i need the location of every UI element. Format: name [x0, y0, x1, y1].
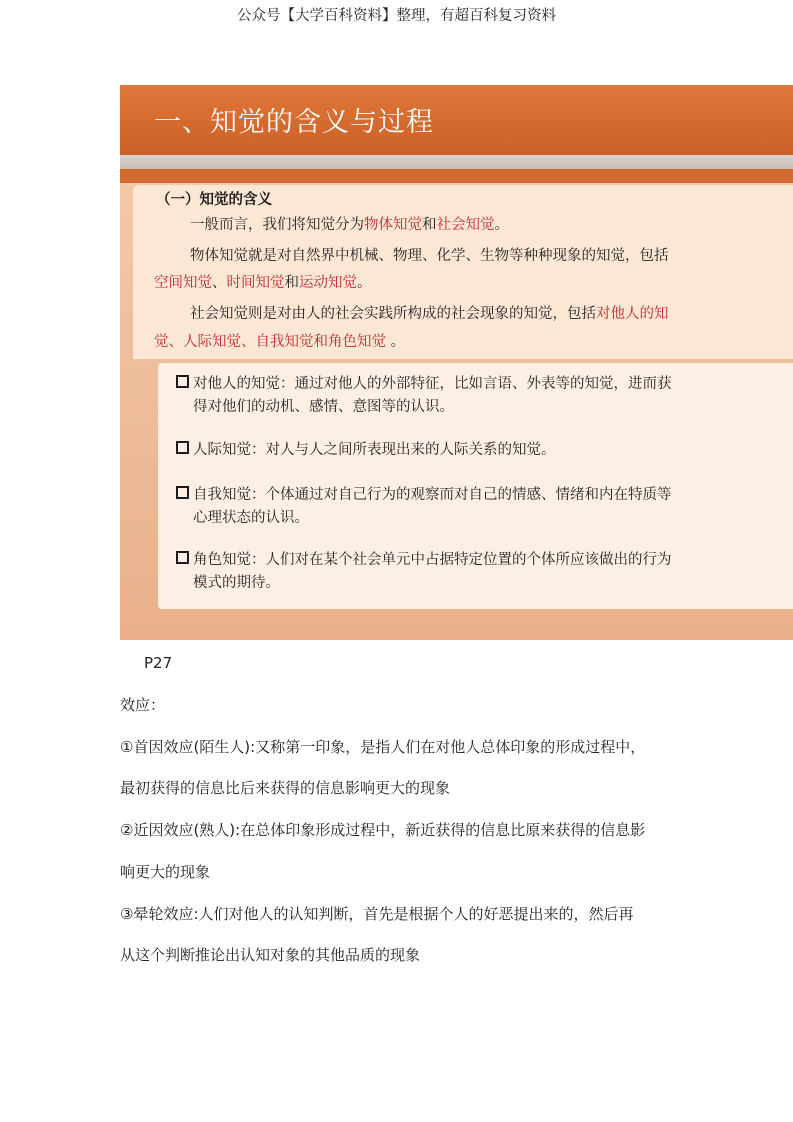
list-item-text: 对他人的知觉：通过对他人的外部特征，比如言语、外表等的知觉，进而获: [193, 376, 672, 392]
intro-text: 和: [422, 217, 437, 233]
intro-highlight: 运动知觉: [299, 275, 357, 291]
section-heading: （一）知觉的含义: [156, 192, 272, 208]
list-item: [176, 373, 672, 419]
list-item-text: 角色知觉：人们对在某个社会单元中占据特定位置的个体所应该做出的行为: [193, 552, 672, 568]
body-paragraph-line: ②近因效应(熟人):在总体印象形成过程中，新近获得的信息比原来获得的信息影: [120, 821, 646, 839]
body-paragraph-line: ③晕轮效应:人们对他人的认知判断，首先是根据个人的好恶提出来的，然后再: [120, 905, 634, 923]
intro-text: 和: [284, 275, 299, 291]
list-item: [176, 549, 672, 595]
intro-text: 。: [386, 334, 406, 350]
intro-highlight: 社会知觉: [436, 217, 495, 233]
checkbox-icon: [176, 375, 189, 388]
slide-title-bar: [120, 85, 793, 155]
list-item-text: 人际知觉：对人与人之间所表现出来的人际关系的知觉。: [193, 442, 556, 458]
list-item-text: 心理状态的认识。: [193, 510, 309, 526]
document-header: 公众号【大学百科资料】整理，有超百科复习资料: [237, 8, 556, 24]
list-item: [176, 484, 672, 530]
list-item-text: 得对他们的动机、感情、意图等的认识。: [193, 399, 454, 415]
body-paragraph-line: 响更大的现象: [120, 863, 211, 881]
checkbox-icon: [176, 486, 189, 499]
slide-orange-stripe: [120, 169, 793, 183]
checkbox-icon: [176, 551, 189, 564]
definition-list: [158, 363, 793, 609]
intro-text: 。: [357, 275, 372, 291]
body-paragraph-line: 效应：: [120, 696, 166, 714]
intro-line-1: [190, 214, 509, 236]
checkbox-icon: [176, 441, 189, 454]
intro-highlight: 觉、人际知觉、自我知觉和角色知觉: [154, 334, 386, 350]
intro-text: 一般而言，我们将知觉分为: [190, 217, 364, 233]
intro-line-5: [154, 331, 405, 353]
intro-line-3: [154, 272, 372, 294]
intro-highlight: 对他人的知: [596, 306, 669, 322]
list-item-text: 自我知觉：个体通过对自己行为的观察而对自己的情感、情绪和内在特质等: [193, 487, 672, 503]
intro-text: 、: [212, 275, 227, 291]
body-paragraph-line: ①首因效应(陌生人):又称第一印象，是指人们在对他人总体印象的形成过程中，: [120, 738, 646, 756]
list-item-text: 模式的期待。: [193, 575, 280, 591]
list-item: [176, 439, 556, 462]
intro-highlight: 空间知觉: [154, 275, 212, 291]
intro-text: 社会知觉则是对由人的社会实践所构成的社会现象的知觉，包括: [190, 306, 596, 322]
body-paragraph-line: 最初获得的信息比后来获得的信息影响更大的现象: [120, 779, 451, 797]
slide-title: 一、知觉的含义与过程: [154, 107, 434, 138]
page-reference: P27: [144, 654, 173, 672]
body-paragraph-line: 从这个判断推论出认知对象的其他品质的现象: [120, 946, 421, 964]
intro-line-2: [190, 245, 669, 267]
slide-image: [120, 85, 793, 640]
slide-gray-band: [120, 155, 793, 169]
intro-highlight: 时间知觉: [226, 275, 285, 291]
intro-highlight: 物体知觉: [364, 217, 422, 233]
intro-text: 。: [494, 217, 509, 233]
intro-line-4: [190, 303, 669, 325]
intro-text: 物体知觉就是对自然界中机械、物理、化学、生物等种种现象的知觉，包括: [190, 248, 669, 264]
